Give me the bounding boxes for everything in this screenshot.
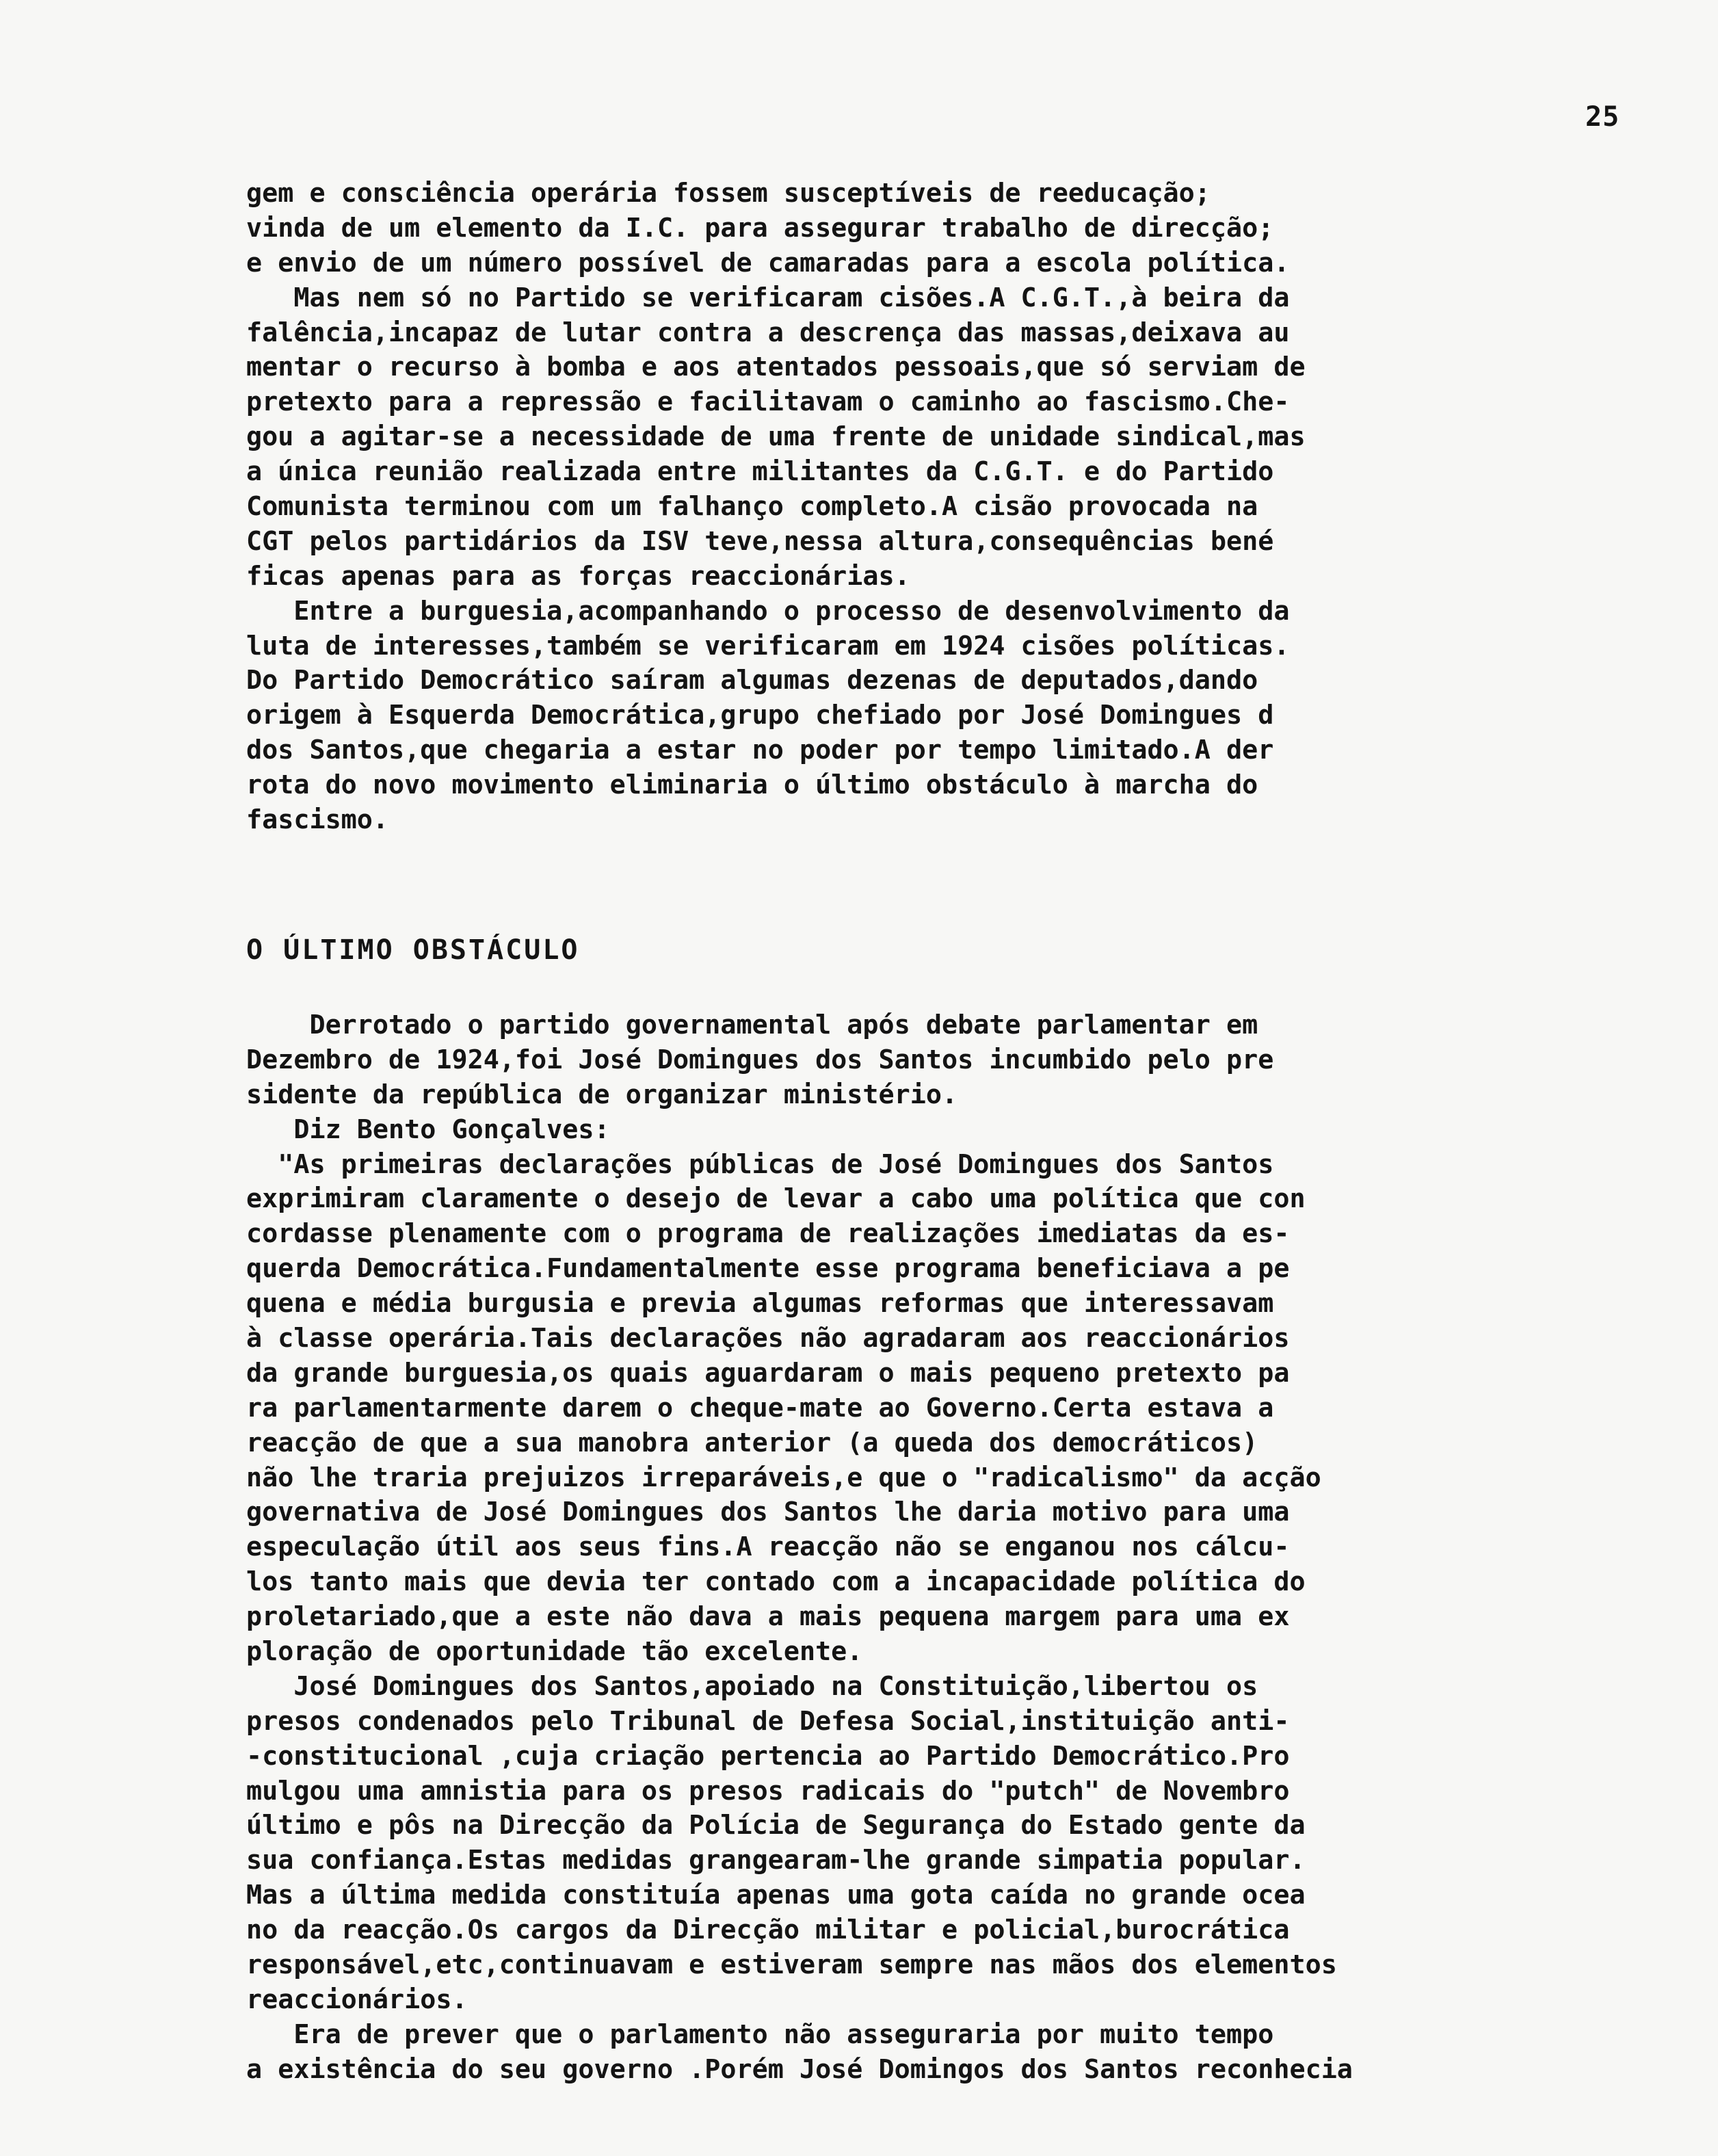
text-line: pretexto para a repressão e facilitavam o caminho ao fascismo.Che- xyxy=(246,386,1290,418)
text-line: Do Partido Democrático saíram algumas dezenas de deputados,dando xyxy=(246,665,1258,696)
text-line: Mas a última medida constituía apenas uma gota caída no grande ocea xyxy=(246,1880,1306,1911)
text-line: Dezembro de 1924,foi José Domingues dos Santos incumbido pelo pre xyxy=(246,1044,1274,1075)
text-line: e envio de um número possível de camaradas para a escola política. xyxy=(246,247,1290,278)
text-line: querda Democrática.Fundamentalmente esse programa beneficiava a pe xyxy=(246,1253,1290,1285)
text-line: ploração de oportunidade tão excelente. xyxy=(246,1636,863,1668)
text-line: rota do novo movimento eliminaria o último obstáculo à marcha do xyxy=(246,770,1258,801)
text-line: fascismo. xyxy=(246,804,389,836)
text-line: sua confiança.Estas medidas grangearam-lhe grande simpatia popular. xyxy=(246,1845,1306,1876)
text-line: não lhe traria prejuizos irreparáveis,e que o "radicalismo" da acção xyxy=(246,1462,1321,1493)
text-line: responsável,etc,continuavam e estiveram sempre nas mãos dos elementos xyxy=(246,1949,1337,1981)
text-line: gem e consciência operária fossem susceptíveis de reeducação; xyxy=(246,178,1211,209)
text-line: Derrotado o partido governamental após debate parlamentar em xyxy=(246,1010,1258,1040)
text-line: Comunista terminou com um falhanço completo.A cisão provocada na xyxy=(246,491,1258,523)
text-line: Diz Bento Gonçalves: xyxy=(246,1114,610,1145)
text-line: presos condenados pelo Tribunal de Defesa Social,instituição anti- xyxy=(246,1705,1290,1737)
text-line: proletariado,que a este não dava a mais pequena margem para uma ex xyxy=(246,1601,1290,1633)
text-line: CGT pelos partidários da ISV teve,nessa altura,consequências bené xyxy=(246,525,1274,557)
text-line: -constitucional ,cuja criação pertencia ao Partido Democrático.Pro xyxy=(246,1740,1290,1772)
text-line: último e pôs na Direcção da Polícia de Segurança do Estado gente da xyxy=(246,1810,1306,1841)
text-line: luta de interesses,também se verificaram em 1924 cisões políticas. xyxy=(246,630,1290,661)
text-line: governativa de José Domingues dos Santos lhe daria motivo para uma xyxy=(246,1497,1290,1528)
text-line: reacção de que a sua manobra anterior (a queda dos democráticos) xyxy=(246,1427,1258,1458)
section-heading: O ÚLTIMO OBSTÁCULO xyxy=(246,934,580,966)
text-line: ra parlamentarmente darem o cheque-mate ao Governo.Certa estava a xyxy=(246,1392,1274,1423)
paragraph-block-top xyxy=(246,176,1676,838)
text-line: da grande burguesia,os quais aguardaram o mais pequeno pretexto pa xyxy=(246,1357,1290,1389)
text-line: cordasse plenamente com o programa de realizações imediatas da es- xyxy=(246,1218,1290,1250)
text-line: especulação útil aos seus fins.A reacção não se enganou nos cálcu- xyxy=(246,1531,1290,1563)
text-line: exprimiram claramente o desejo de levar a cabo uma política que con xyxy=(246,1183,1306,1215)
text-line: Era de prever que o parlamento não asseguraria por muito tempo xyxy=(246,2019,1274,2050)
text-line: ficas apenas para as forças reaccionárias. xyxy=(246,560,910,592)
text-line: José Domingues dos Santos,apoiado na Constituição,libertou os xyxy=(246,1670,1258,1702)
text-line: quena e média burgusia e previa algumas reformas que interessavam xyxy=(246,1288,1274,1319)
text-line: gou a agitar-se a necessidade de uma frente de unidade sindical,mas xyxy=(246,421,1306,453)
text-line: sidente da república de organizar ministério. xyxy=(246,1079,958,1110)
text-line: los tanto mais que devia ter contado com a incapacidade política do xyxy=(246,1566,1306,1598)
text-line: origem à Esquerda Democrática,grupo chefiado por José Domingues d xyxy=(246,700,1274,731)
paragraph-block-bottom xyxy=(246,1008,1676,2088)
text-line: mulgou uma amnistia para os presos radicais do "putch" de Novembro xyxy=(246,1775,1290,1806)
text-line: a existência do seu governo .Porém José Domingos dos Santos reconhecia xyxy=(246,2053,1353,2085)
page-number: 25 xyxy=(1585,101,1620,133)
text-line: "As primeiras declarações públicas de José Domingues dos Santos xyxy=(246,1148,1274,1180)
text-line: no da reacção.Os cargos da Direcção militar e policial,burocrática xyxy=(246,1915,1290,1946)
text-line: reaccionários. xyxy=(246,1984,468,2015)
text-line: mentar o recurso à bomba e aos atentados pessoais,que só serviam de xyxy=(246,352,1306,383)
text-line: vinda de um elemento da I.C. para assegurar trabalho de direcção; xyxy=(246,212,1274,244)
text-line: dos Santos,que chegaria a estar no poder por tempo limitado.A der xyxy=(246,735,1274,766)
text-line: Mas nem só no Partido se verificaram cisões.A C.G.T.,à beira da xyxy=(246,282,1290,313)
text-line: falência,incapaz de lutar contra a descrença das massas,deixava au xyxy=(246,317,1290,348)
text-line: a única reunião realizada entre militantes da C.G.T. e do Partido xyxy=(246,456,1274,488)
text-line: à classe operária.Tais declarações não agradaram aos reaccionários xyxy=(246,1323,1290,1354)
text-line: Entre a burguesia,acompanhando o processo de desenvolvimento da xyxy=(246,595,1290,627)
